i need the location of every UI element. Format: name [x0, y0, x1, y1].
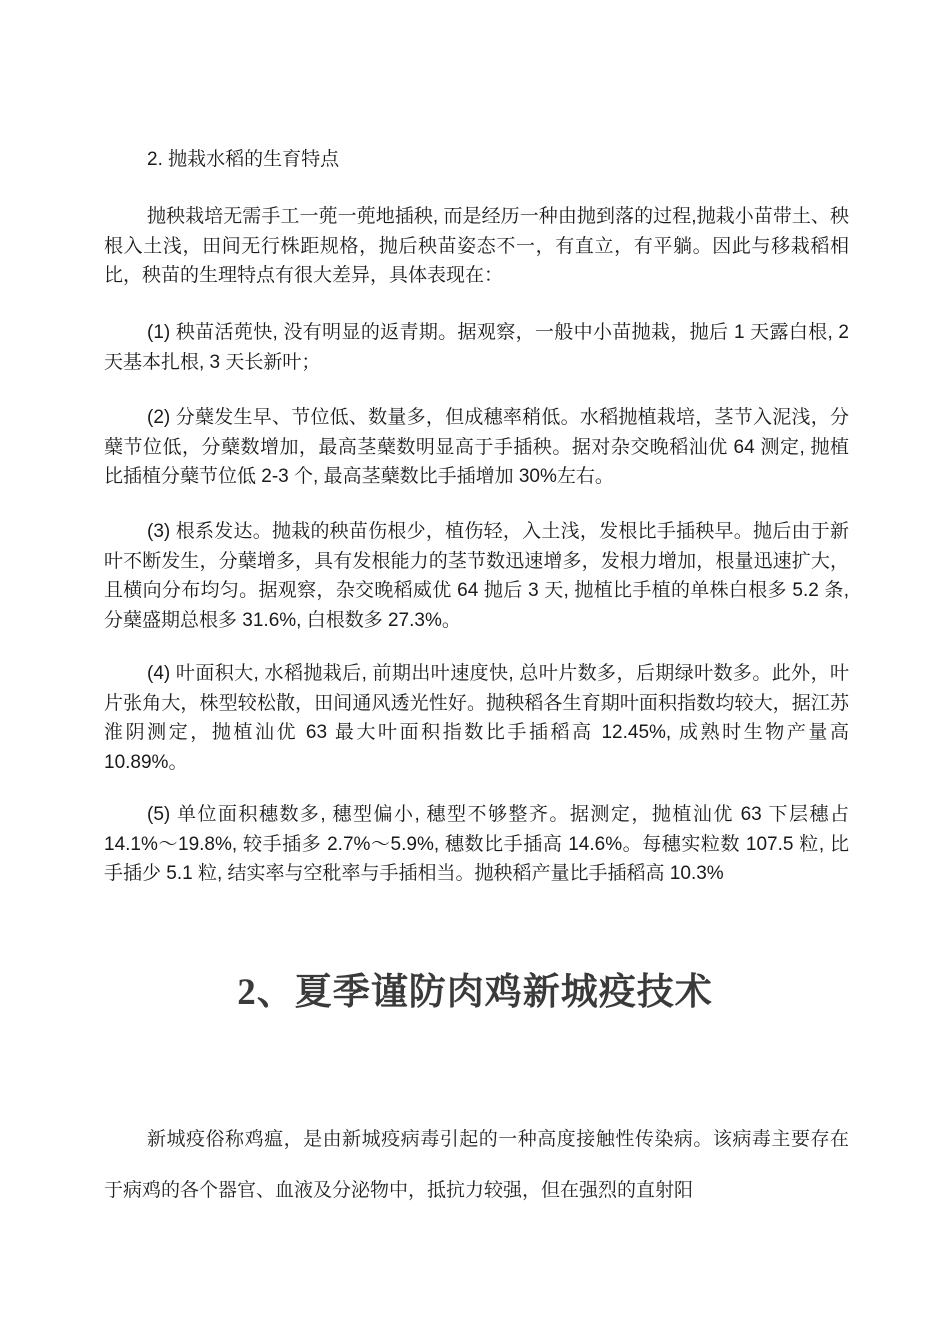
article-paragraph: 新城疫俗称鸡瘟，是由新城疫病毒引起的一种高度接触性传染病。该病毒主要存在于病鸡的各个器官、血液及分泌物中，抵抗力较强，但在强烈的直射阳 — [104, 1129, 849, 1201]
paragraph-point-1: (1) 秧苗活蔸快, 没有明显的返青期。据观察，一般中小苗抛栽，抛后 1 天露白根, 2 天基本扎根, 3 天长新叶； — [104, 322, 849, 373]
paragraph-point-2: (2) 分蘖发生早、节位低、数量多，但成穗率稍低。水稻抛植栽培，茎节入泥浅，分蘖节位低，分蘖数增加，最高茎蘖数明显高于手插秧。据对杂交晚稻汕优 64 测定, 抛植比插植分蘖节位低 2-3 个, 最高茎蘖数比手插增加 30%左右。 — [104, 407, 849, 487]
paragraph-point-3: (3) 根系发达。抛栽的秧苗伤根少，植伤轻，入土浅，发根比手插秧早。抛后由于新叶不断发生，分蘖增多，具有发根能力的茎节数迅速增多，发根力增加，根量迅速扩大，且横向分布均匀。据观察，杂交晚稻威优 64 抛后 3 天, 抛植比手植的单株白根多 5.2 条, 分蘖盛期总根多 31.6%, 白根数多 27.3%。 — [104, 521, 849, 631]
paragraph-point-5: (5) 单位面积穗数多, 穗型偏小, 穗型不够整齐。据测定，抛植汕优 63 下层穗占 14.1%～19.8%, 较手插多 2.7%～5.9%, 穗数比手插高 14.6%。每穗实粒数 107.5 粒, 比手插少 5.1 粒, 结实率与空秕率与手插相当。抛秧稻产量比手插稻高 10.3% — [104, 804, 849, 884]
section-heading: 2. 抛栽水稻的生育特点 — [147, 149, 340, 170]
paragraph-intro: 抛秧栽培无需手工一蔸一蔸地插秧, 而是经历一种由抛到落的过程,抛栽小苗带土、秧根入土浅，田间无行株距规格，抛后秧苗姿态不一，有直立，有平躺。因此与移栽稻相比，秧苗的生理特点有很大差异，具体表现在： — [104, 206, 849, 286]
paragraph-point-4: (4) 叶面积大, 水稻抛栽后, 前期出叶速度快, 总叶片数多，后期绿叶数多。此外，叶片张角大，株型较松散，田间通风透光性好。抛秧稻各生育期叶面积指数均较大，据江苏淮阴测定，抛植汕优 63 最大叶面积指数比手插稻高 12.45%, 成熟时生物产量高 10.89%。 — [104, 663, 849, 773]
article-title: 2、夏季谨防肉鸡新城疫技术 — [237, 972, 713, 1013]
